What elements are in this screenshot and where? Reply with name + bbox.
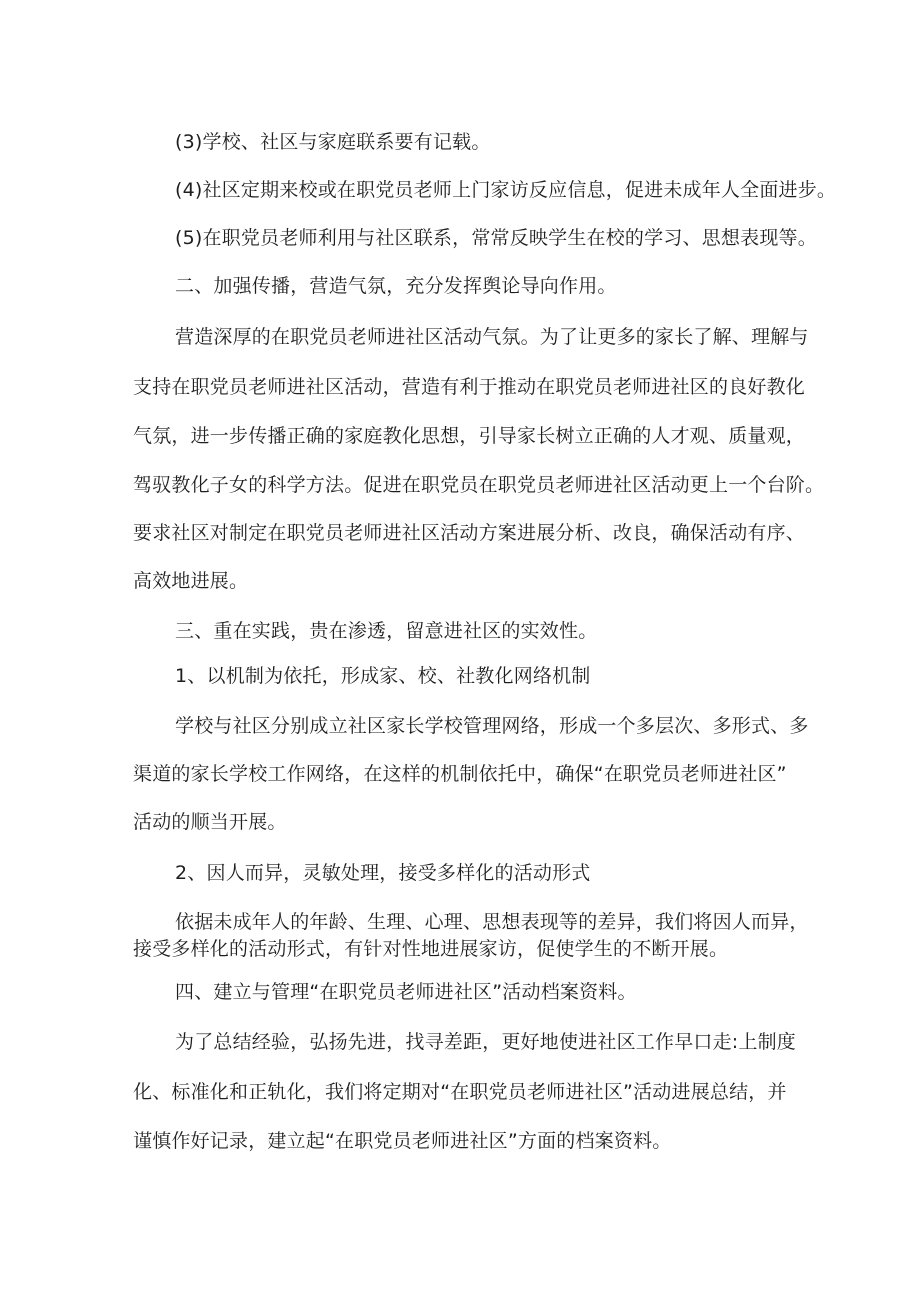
paragraph-line: 谨慎作好记录，建立起“在职党员老师进社区”方面的档案资料。 <box>133 1130 672 1152</box>
subheading-2: 2、因人而异，灵敏处理，接受多样化的活动形式 <box>175 862 591 884</box>
paragraph-line: 学校与社区分别成立社区家长学校管理网络，形成一个多层次、多形式、多 <box>175 715 809 737</box>
paragraph-line: 支持在职党员老师进社区活动，营造有利于推动在职党员老师进社区的良好教化 <box>133 376 806 398</box>
paragraph-line: 要求社区对制定在职党员老师进社区活动方案进展分析、改良，确保活动有序、 <box>133 522 806 544</box>
section-heading-3: 三、重在实践，贵在渗透，留意进社区的实效性。 <box>175 620 598 642</box>
paragraph-line: 依据未成年人的年龄、生理、心理、思想表现等的差异，我们将因人而异， <box>175 911 809 933</box>
paragraph-line: 营造深厚的在职党员老师进社区活动气氛。为了让更多的家长了解、理解与 <box>175 326 809 348</box>
list-item-3: (3)学校、社区与家庭联系要有记载。 <box>175 131 491 153</box>
paragraph-line: 高效地进展。 <box>133 570 249 592</box>
paragraph-line: 活动的顺当开展。 <box>133 811 287 833</box>
list-item-5: (5)在职党员老师利用与社区联系，常常反映学生在校的学习、思想表现等。 <box>175 227 817 249</box>
section-heading-4: 四、建立与管理“在职党员老师进社区”活动档案资料。 <box>175 981 637 1003</box>
subheading-1: 1、以机制为依托，形成家、校、社教化网络机制 <box>175 665 591 687</box>
section-heading-2: 二、加强传播，营造气氛，充分发挥舆论导向作用。 <box>175 275 617 297</box>
paragraph-line: 化、标准化和正轨化，我们将定期对“在职党员老师进社区”活动进展总结，并 <box>133 1081 787 1103</box>
list-item-4: (4)社区定期来校或在职党员老师上门家访反应信息，促进未成年人全面进步。 <box>175 179 837 201</box>
paragraph-line: 渠道的家长学校工作网络，在这样的机制依托中，确保“在职党员老师进社区” <box>133 763 787 785</box>
paragraph-line: 接受多样化的活动形式，有针对性地进展家访，促使学生的不断开展。 <box>133 938 729 960</box>
paragraph-line: 气氛，进一步传播正确的家庭教化思想，引导家长树立正确的人才观、质量观， <box>133 425 806 447</box>
paragraph-line: 驾驭教化子女的科学方法。促进在职党员在职党员老师进社区活动更上一个台阶。 <box>133 474 825 496</box>
paragraph-line: 为了总结经验，弘扬先进，找寻差距，更好地使进社区工作早口走:上制度 <box>175 1031 797 1053</box>
